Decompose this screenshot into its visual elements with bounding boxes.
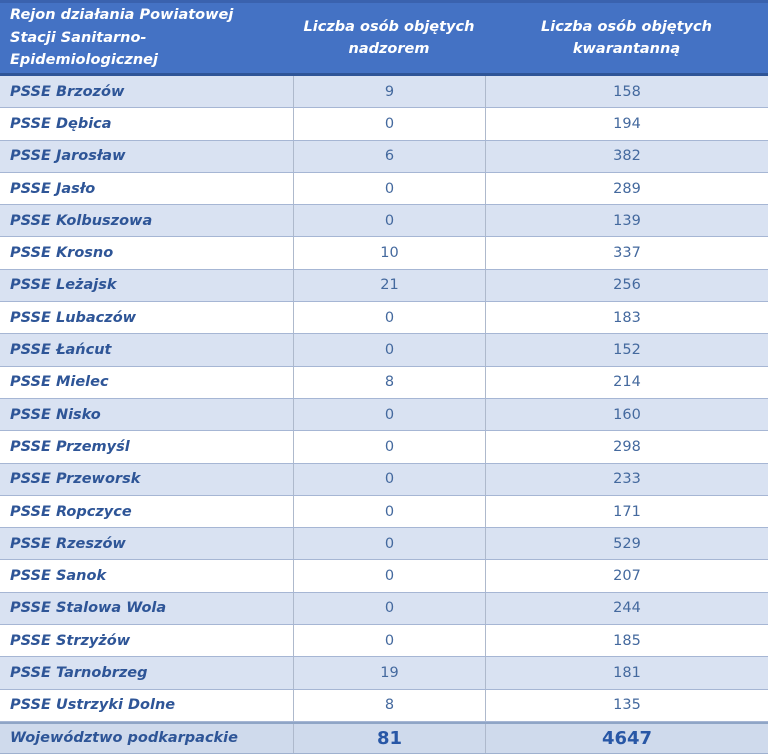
supervised-cell: 8 bbox=[293, 690, 485, 721]
quarantined-cell: 152 bbox=[485, 334, 768, 365]
region-cell: PSSE Mielec bbox=[10, 374, 109, 391]
quarantined-cell: 160 bbox=[485, 399, 768, 430]
quarantined-cell: 181 bbox=[485, 657, 768, 688]
supervised-cell: 0 bbox=[293, 464, 485, 495]
supervised-cell: 0 bbox=[293, 173, 485, 204]
header-quarantined: Liczba osób objętych kwarantanną bbox=[541, 18, 712, 57]
supervised-cell: 8 bbox=[293, 367, 485, 398]
quarantined-cell: 233 bbox=[485, 464, 768, 495]
quarantined-cell: 244 bbox=[485, 593, 768, 624]
region-cell: PSSE Tarnobrzeg bbox=[10, 664, 148, 681]
supervised-cell: 0 bbox=[293, 108, 485, 139]
quarantined-cell: 529 bbox=[485, 528, 768, 559]
region-cell: PSSE Leżajsk bbox=[10, 277, 117, 294]
quarantined-cell: 139 bbox=[485, 205, 768, 236]
region-cell: PSSE Ropczyce bbox=[10, 503, 132, 520]
supervised-cell: 6 bbox=[293, 141, 485, 172]
supervised-cell: 0 bbox=[293, 496, 485, 527]
quarantined-cell: 298 bbox=[485, 431, 768, 462]
quarantined-cell: 171 bbox=[485, 496, 768, 527]
table-row bbox=[0, 528, 768, 560]
table-row bbox=[0, 108, 768, 140]
table-row bbox=[0, 76, 768, 108]
table-row bbox=[0, 625, 768, 657]
supervised-cell: 0 bbox=[293, 399, 485, 430]
supervised-cell: 21 bbox=[293, 270, 485, 301]
table-row bbox=[0, 205, 768, 237]
table-row bbox=[0, 464, 768, 496]
quarantined-cell: 183 bbox=[485, 302, 768, 333]
supervised-cell: 0 bbox=[293, 431, 485, 462]
quarantined-cell: 289 bbox=[485, 173, 768, 204]
quarantined-cell: 207 bbox=[485, 560, 768, 591]
region-cell: PSSE Kolbuszowa bbox=[10, 212, 153, 229]
quarantined-cell: 382 bbox=[485, 141, 768, 172]
table-row bbox=[0, 593, 768, 625]
quarantined-cell: 185 bbox=[485, 625, 768, 656]
region-cell: PSSE Jasło bbox=[10, 180, 96, 197]
supervised-cell: 9 bbox=[293, 76, 485, 107]
total-quarantined: 4647 bbox=[485, 724, 768, 753]
table-row bbox=[0, 302, 768, 334]
region-cell: PSSE Lubaczów bbox=[10, 309, 137, 326]
supervised-cell: 0 bbox=[293, 334, 485, 365]
table-row bbox=[0, 560, 768, 592]
supervised-cell: 19 bbox=[293, 657, 485, 688]
table-row bbox=[0, 657, 768, 689]
total-label: Województwo podkarpackie bbox=[10, 730, 238, 747]
supervised-cell: 0 bbox=[293, 205, 485, 236]
region-cell: PSSE Dębica bbox=[10, 115, 112, 132]
region-cell: PSSE Jarosław bbox=[10, 148, 126, 165]
supervised-cell: 0 bbox=[293, 528, 485, 559]
region-cell: PSSE Ustrzyki Dolne bbox=[10, 697, 176, 714]
supervised-cell: 0 bbox=[293, 593, 485, 624]
region-cell: PSSE Sanok bbox=[10, 568, 107, 585]
supervised-cell: 0 bbox=[293, 560, 485, 591]
region-cell: PSSE Strzyżów bbox=[10, 632, 131, 649]
header-region: Rejon działania Powiatowej Stacji Sanitarno-Epidemiologicznej bbox=[10, 7, 234, 69]
supervised-cell: 0 bbox=[293, 625, 485, 656]
quarantined-cell: 194 bbox=[485, 108, 768, 139]
supervised-cell: 10 bbox=[293, 237, 485, 268]
region-cell: PSSE Brzozów bbox=[10, 83, 125, 100]
table-row bbox=[0, 690, 768, 722]
quarantined-cell: 135 bbox=[485, 690, 768, 721]
table-row bbox=[0, 173, 768, 205]
table-row bbox=[0, 399, 768, 431]
table-row bbox=[0, 496, 768, 528]
quarantined-cell: 337 bbox=[485, 237, 768, 268]
table-row bbox=[0, 334, 768, 366]
table-row bbox=[0, 431, 768, 463]
table-row bbox=[0, 237, 768, 269]
region-cell: PSSE Rzeszów bbox=[10, 535, 126, 552]
header-supervised: Liczba osób objętych nadzorem bbox=[303, 18, 475, 57]
region-cell: PSSE Stalowa Wola bbox=[10, 600, 167, 617]
table-header-row bbox=[0, 0, 768, 76]
region-cell: PSSE Przemyśl bbox=[10, 438, 130, 455]
table-row bbox=[0, 367, 768, 399]
table-row bbox=[0, 141, 768, 173]
quarantined-cell: 158 bbox=[485, 76, 768, 107]
total-supervised: 81 bbox=[293, 724, 485, 753]
region-cell: PSSE Nisko bbox=[10, 406, 101, 423]
supervised-cell: 0 bbox=[293, 302, 485, 333]
table-total-row bbox=[0, 722, 768, 754]
region-cell: PSSE Krosno bbox=[10, 245, 114, 262]
quarantined-cell: 214 bbox=[485, 367, 768, 398]
quarantined-cell: 256 bbox=[485, 270, 768, 301]
region-cell: PSSE Przeworsk bbox=[10, 471, 141, 488]
region-cell: PSSE Łańcut bbox=[10, 342, 112, 359]
table-row bbox=[0, 270, 768, 302]
